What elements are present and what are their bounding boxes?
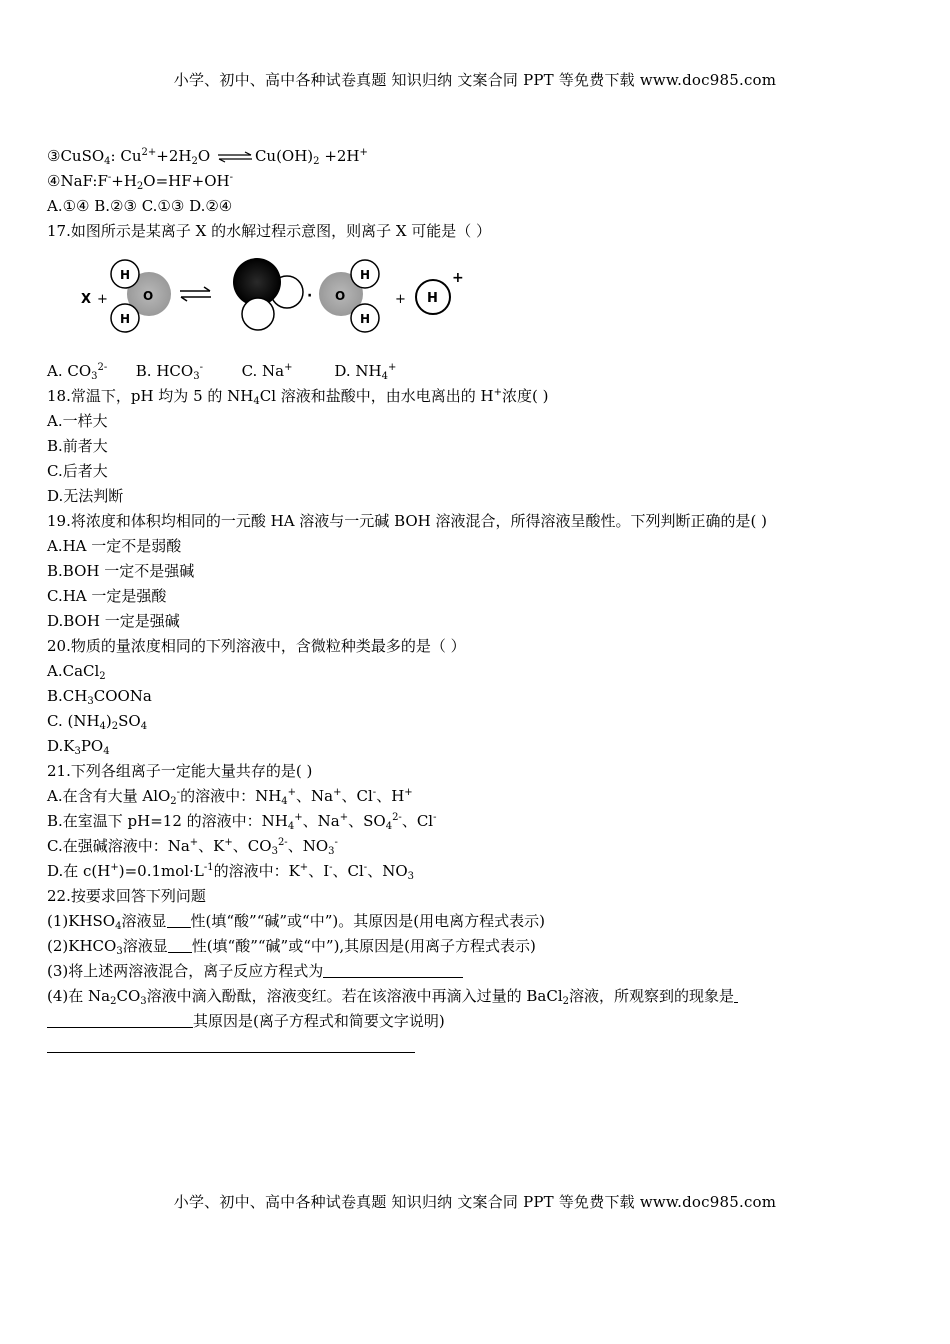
q18-option-c: C.后者大 bbox=[47, 462, 108, 480]
q21-option-b: B.在室温下 pH=12 的溶液中：$NH_4^+$、Na+、$SO_4^{2-}$、Cl- bbox=[47, 812, 437, 832]
q20-option-b: $B.CH_3COONa$ bbox=[47, 687, 152, 707]
q22-stem: 22.按要求回答下列问题 bbox=[47, 887, 206, 905]
q18-option-a: A.一样大 bbox=[47, 412, 108, 430]
page-footer: 小学、初中、高中各种试卷真题 知识归纳 文案合同 PPT 等免费下载 www.doc985.com bbox=[173, 1193, 777, 1211]
q19-stem: 19.将浓度和体积均相同的一元酸 HA 溶液与一元碱 BOH 溶液混合，所得溶液呈酸性。下列判断正确的是( ) bbox=[47, 512, 767, 530]
q16-item4: $④NaF:F^-+H_2O=HF+OH^-$ bbox=[47, 172, 233, 192]
q20-option-c: C. $(NH_4)_2SO_4$ bbox=[47, 712, 148, 732]
q19-option-b: B.BOH 一定不是强碱 bbox=[47, 562, 195, 580]
q21-stem: 21.下列各组离子一定能大量共存的是( ) bbox=[47, 762, 313, 780]
q22-part3: (3)将上述两溶液混合，离子反应方程式为 bbox=[47, 959, 907, 984]
equilibrium-arrow-icon bbox=[217, 151, 253, 163]
h-label-3a: H bbox=[360, 268, 371, 282]
o-label-1: O bbox=[143, 289, 154, 303]
q17-option-a: A. $CO_3^{2-}$ bbox=[47, 362, 108, 382]
h-ion-charge: + bbox=[452, 270, 464, 286]
dot-separator: · bbox=[307, 288, 313, 304]
q22-part4: (4)在 $Na_2CO_3$溶液中滴入酚酞，溶液变红。若在该溶液中再滴入过量的 BaCl$_2$溶液，所观察到的现象是 bbox=[47, 984, 907, 1009]
plus-sign-1: + bbox=[97, 292, 108, 307]
q19-option-c: C.HA 一定是强酸 bbox=[47, 587, 167, 605]
q21-option-a: A.在含有大量 AlO$_2$-的溶液中：$NH_4^+$、Na+、Cl-、H+ bbox=[47, 787, 413, 807]
q20-option-a: A.CaCl$_2$ bbox=[47, 662, 106, 682]
q18-option-d: D.无法判断 bbox=[47, 487, 124, 505]
q16-item3: ③CuSO$_4$: $Cu^{2+}+2H_2O$ $Cu(OH)_2 +2H^+$ bbox=[47, 147, 368, 167]
q21-option-c: C.在强碱溶液中：Na+、K+、$CO_3^{2-}$、$NO_3^-$ bbox=[47, 837, 338, 857]
q17-option-d: D. $NH_4^+$ bbox=[334, 362, 397, 382]
q22-answer-line bbox=[47, 1034, 907, 1059]
q22-blank-5[interactable] bbox=[47, 1038, 415, 1053]
q19-option-a: A.HA 一定不是弱酸 bbox=[47, 537, 182, 555]
hydrogen-atom-2b bbox=[242, 298, 274, 330]
q22-blank-4a[interactable] bbox=[734, 988, 738, 1003]
q17-option-b: B. $HCO_3^-$ bbox=[135, 362, 203, 382]
plus-sign-2: + bbox=[395, 292, 406, 307]
q22-part2: $(2)KHCO_3$溶液显 性(填“酸”“碱”或“中”),其原因是(用离子方程式表示) bbox=[47, 937, 536, 957]
q17-options bbox=[47, 359, 907, 384]
h-label-1b: H bbox=[120, 312, 131, 326]
q22-blank-4b[interactable] bbox=[47, 1013, 193, 1028]
h-label-ion: H bbox=[427, 291, 438, 306]
q22-blank-2[interactable] bbox=[168, 938, 192, 953]
hydrolysis-diagram-svg bbox=[77, 250, 517, 350]
q17-stem: 17.如图所示是某离子 X 的水解过程示意图，则离子 X 可能是（ ） bbox=[47, 222, 492, 240]
o-label-2: O bbox=[335, 289, 346, 303]
h-label-1a: H bbox=[120, 268, 131, 282]
q22-blank-1[interactable] bbox=[167, 913, 191, 928]
q21-option-d: D.在 $c(H^+)=0.1mol\cdot L^{-1}$的溶液中：K+、I-、Cl-、$NO_3$ bbox=[47, 862, 414, 882]
q20-stem: 20.物质的量浓度相同的下列溶液中，含微粒种类最多的是（ ） bbox=[47, 637, 466, 655]
question-content bbox=[47, 144, 907, 1059]
q20-option-d: $D.K_3PO_4$ bbox=[47, 737, 110, 757]
q22-blank-3[interactable] bbox=[323, 963, 463, 978]
reversible-arrow-icon bbox=[180, 287, 211, 301]
q18-stem: 18.常温下，pH 均为 5 的 $NH_4Cl$ 溶液和盐酸中，由水电离出的 H+浓度( ) bbox=[47, 387, 549, 407]
q22-part1: $(1)KHSO_4$溶液显 性(填“酸”“碱”或“中”)。其原因是(用电离方程式表示) bbox=[47, 912, 545, 932]
q18-option-b: B.前者大 bbox=[47, 437, 108, 455]
q22-part4-cont: 其原因是(离子方程式和简要文字说明) bbox=[47, 1009, 907, 1034]
q17-option-c: C. Na+ bbox=[241, 362, 293, 380]
page-header: 小学、初中、高中各种试卷真题 知识归纳 文案合同 PPT 等免费下载 www.doc985.com bbox=[173, 71, 777, 89]
x-label: X bbox=[81, 292, 92, 307]
q19-option-d: D.BOH 一定是强碱 bbox=[47, 612, 180, 630]
h-label-3b: H bbox=[360, 312, 371, 326]
q16-options: A.①④ B.②③ C.①③ D.②④ bbox=[47, 197, 233, 215]
hydrolysis-diagram bbox=[47, 244, 907, 359]
